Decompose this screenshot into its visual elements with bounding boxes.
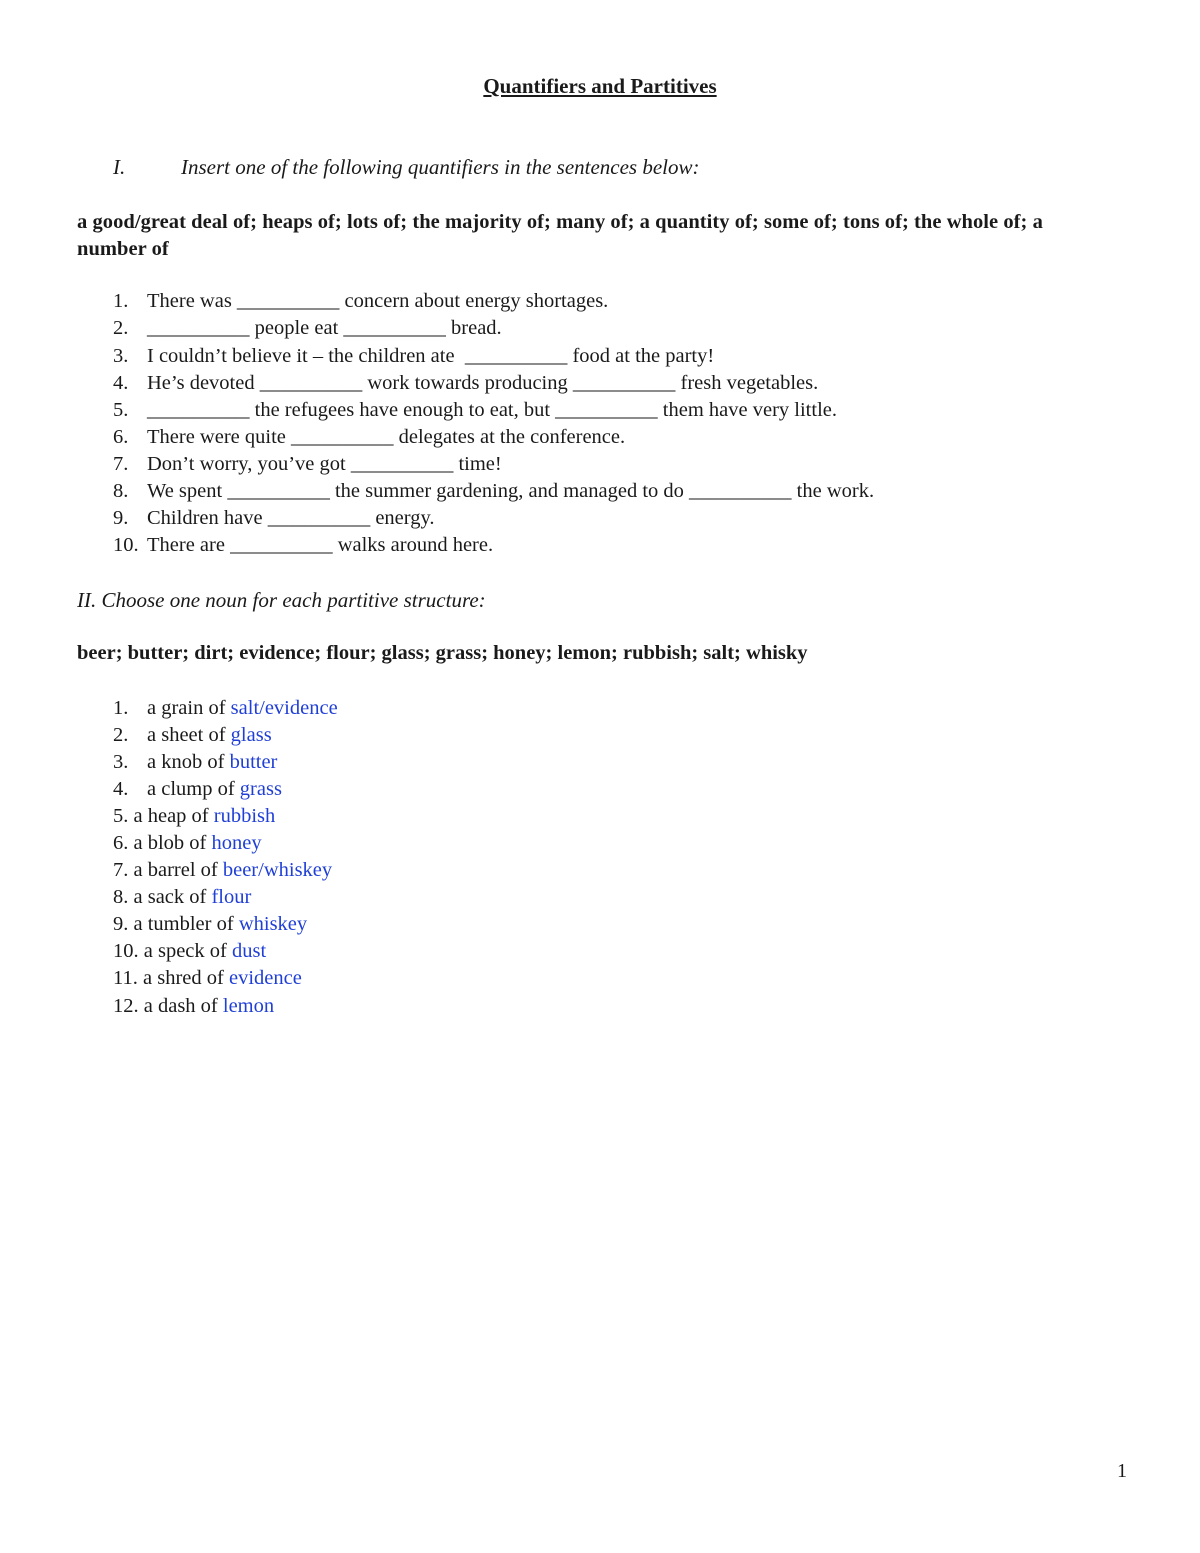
page-title: Quantifiers and Partitives — [483, 74, 717, 98]
item-text: We spent __________ the summer gardening, and managed to do __________ the work. — [147, 480, 875, 502]
partitive-phrase: a sack of — [133, 886, 212, 908]
item-text: Children have __________ energy. — [147, 507, 435, 529]
item-text — [113, 967, 302, 990]
answer-text: lemon — [222, 995, 275, 1017]
partitive-phrase: a blob of — [133, 832, 212, 854]
item-number: 10. — [113, 940, 139, 962]
answer-text: beer/whiskey — [222, 859, 333, 881]
item-text: There are __________ walks around here. — [147, 534, 494, 556]
item-number: 2. — [113, 317, 129, 339]
item-number: 9. — [113, 913, 129, 935]
item-number: 1. — [113, 290, 129, 312]
item-text — [113, 913, 307, 936]
item-text — [113, 886, 251, 909]
partitive-phrase: a grain of — [147, 697, 231, 719]
partitive-phrase: a dash of — [143, 995, 223, 1017]
item-text: __________ people eat __________ bread. — [147, 317, 502, 339]
item-number: 8. — [113, 480, 129, 502]
item-text: __________ the refugees have enough to eat, but __________ them have very little. — [147, 399, 837, 421]
item-text — [147, 724, 272, 747]
item-number: 4. — [113, 778, 129, 800]
item-number: 2. — [113, 724, 129, 746]
section1-numeral: I. — [113, 155, 126, 179]
quantifier-word-bank: a good/great deal of; heaps of; lots of; the majority of; many of; a quantity of; some of; tons of; the whole of; a number of — [77, 211, 1043, 260]
item-number: 1. — [113, 697, 129, 719]
answer-text: honey — [211, 832, 262, 854]
section1-instruction-text: Insert one of the following quantifiers in the sentences below: — [181, 155, 700, 179]
item-text: He’s devoted __________ work towards producing __________ fresh vegetables. — [147, 372, 819, 394]
partitive-phrase: a sheet of — [147, 724, 231, 746]
item-number: 7. — [113, 453, 129, 475]
answer-text: flour — [211, 886, 252, 908]
partitive-phrase: a tumbler of — [133, 913, 239, 935]
item-text — [113, 832, 262, 855]
answer-text: grass — [239, 778, 282, 800]
partitive-phrase: a speck of — [143, 940, 232, 962]
item-text — [147, 751, 277, 774]
partitive-phrase: a shred of — [143, 967, 229, 989]
item-number: 5. — [113, 399, 129, 421]
partitive-phrase: a knob of — [147, 751, 230, 773]
item-number: 7. — [113, 859, 129, 881]
answer-text: dust — [231, 940, 267, 962]
section1-instruction — [113, 155, 700, 180]
item-number: 10. — [113, 534, 139, 556]
item-text — [113, 995, 274, 1018]
item-number: 12. — [113, 995, 139, 1017]
item-number: 9. — [113, 507, 129, 529]
item-text — [147, 697, 338, 720]
item-number: 6. — [113, 832, 129, 854]
item-text: Don’t worry, you’ve got __________ time! — [147, 453, 502, 475]
item-text — [113, 805, 275, 828]
partitive-phrase: a barrel of — [133, 859, 223, 881]
answer-text: butter — [229, 751, 278, 773]
item-number: 6. — [113, 426, 129, 448]
item-text: There were quite __________ delegates at the conference. — [147, 426, 626, 448]
item-number: 3. — [113, 345, 129, 367]
page-number: 1 — [1117, 1460, 1127, 1482]
item-text — [113, 940, 266, 963]
noun-word-bank: beer; butter; dirt; evidence; flour; glass; grass; honey; lemon; rubbish; salt; whisky — [77, 642, 808, 664]
item-number: 5. — [113, 805, 129, 827]
answer-text: evidence — [228, 967, 302, 989]
answer-text: salt/evidence — [230, 697, 338, 719]
item-number: 4. — [113, 372, 129, 394]
item-text — [113, 859, 332, 882]
answer-text: whiskey — [238, 913, 308, 935]
answer-text: rubbish — [213, 805, 276, 827]
item-text: I couldn’t believe it – the children ate __________ food at the party! — [147, 345, 715, 367]
item-number: 3. — [113, 751, 129, 773]
item-text: There was __________ concern about energy shortages. — [147, 290, 609, 312]
item-text — [147, 778, 282, 801]
section2-instruction: II. Choose one noun for each partitive structure: — [77, 588, 486, 612]
item-number: 11. — [113, 967, 138, 989]
item-number: 8. — [113, 886, 129, 908]
partitive-phrase: a heap of — [133, 805, 214, 827]
answer-text: glass — [230, 724, 272, 746]
partitive-phrase: a clump of — [147, 778, 240, 800]
